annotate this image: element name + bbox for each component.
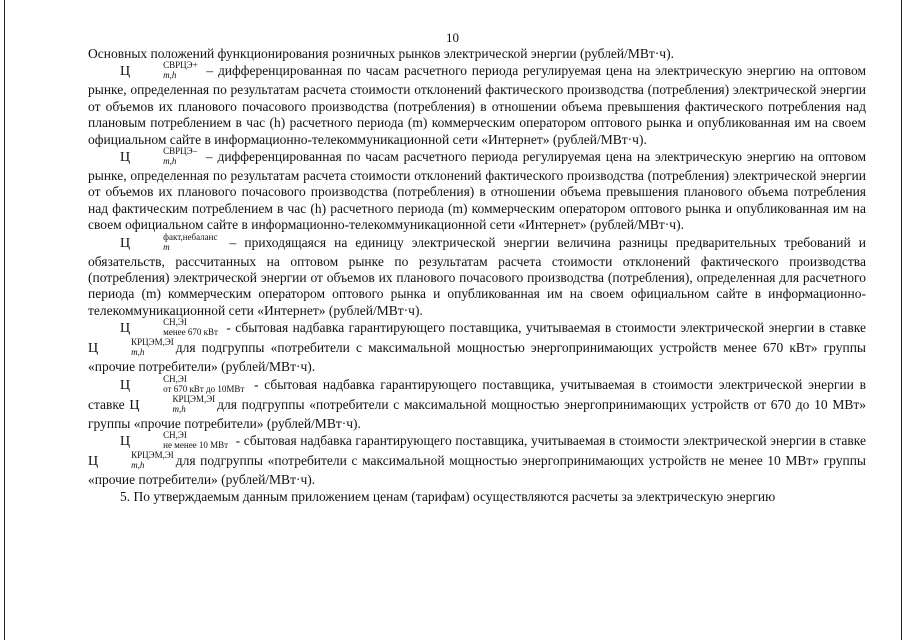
definition-svrce-plus [88, 62, 866, 148]
symbol-superscript: факт,небаланс [163, 231, 218, 242]
definition-fact-nebalans [88, 231, 866, 320]
symbol-base: Ц [120, 64, 131, 80]
definition-text-part1: - сбытовая надбавка гарантирующего поставщика, учитываемая в стоимости электрической энергии в ставке [221, 320, 866, 336]
definition-text-part1: - сбытовая надбавка гарантирующего поставщика, учитываемая в стоимости электрической энергии в ставке [88, 376, 866, 412]
symbol-base: Ц [88, 341, 99, 357]
symbol-subscript: m [163, 241, 170, 252]
definition-text: – приходящаяся на единицу электрической энергии величина разницы предварительных требований и обязательств, рассчитанных на оптовом рынке по результатам расчета стоимости отклонений фактического производства (потребления) электрической энергии от объемов их планового почасового производства (потребления), определенная для расчетного периода (m) коммерческим оператором оптового рынка и опубликованная им на своем официальном сайте в информационно-телекоммуникационной сети «Интернет» (рублей/МВт·ч). [88, 234, 866, 318]
symbol-indices [131, 232, 217, 252]
symbol-superscript: СН,ЭI [163, 430, 187, 441]
paragraph-continuation: Основных положений функционирования розничных рынков электрической энергии (рублей/МВт·ч). [88, 46, 674, 61]
symbol-indices [131, 374, 244, 394]
symbol-subscript: менее 670 кВт [163, 327, 218, 338]
symbol-indices [131, 146, 197, 166]
symbol-superscript: СВРЦЭ– [163, 146, 198, 157]
symbol-superscript: КРЦЭМ,ЭI [172, 393, 216, 404]
symbol-subscript: не менее 10 МВт [163, 440, 229, 451]
symbol-base: Ц [120, 150, 131, 166]
symbol-indices [99, 450, 174, 470]
paragraph-5: 5. По утверждаемым данным приложением ценам (тарифам) осуществляются расчеты за электрическую энергию [120, 488, 776, 504]
symbol-indices [99, 337, 174, 357]
symbol-superscript: КРЦЭМ,ЭI [131, 450, 174, 461]
symbol-base: Ц [120, 377, 131, 393]
definition-markup-under-670 [88, 319, 866, 375]
scan-border-right [901, 0, 902, 640]
symbol-base: Ц [120, 235, 131, 251]
document-body [88, 46, 866, 505]
definition-text-part2: для подгруппы «потребители с максимальной мощностью энергопринимающих устройств от 670 до 10 МВт» группы «прочие потребители» (рублей/МВт·ч). [88, 396, 866, 431]
symbol-indices [141, 394, 216, 414]
inline-symbol [88, 337, 176, 358]
symbol-subscript: m,h [131, 460, 145, 471]
scan-border-left [4, 0, 5, 640]
page-number: 10 [446, 30, 459, 45]
symbol-base: Ц [88, 454, 99, 470]
symbol-superscript: КРЦЭМ,ЭI [131, 337, 174, 348]
definition-text-part1: - сбытовая надбавка гарантирующего поставщика, учитываемая в стоимости электрической энергии в ставке [232, 433, 866, 449]
symbol-subscript: от 670 кВт до 10МВт [163, 383, 245, 394]
symbol-base: Ц [120, 321, 131, 337]
definition-svrce-minus [88, 148, 866, 234]
symbol-subscript: m,h [163, 70, 177, 81]
symbol-indices [131, 60, 198, 80]
inline-symbol [129, 393, 217, 414]
symbol-subscript: m,h [163, 156, 177, 167]
symbol-superscript: СН,ЭI [163, 317, 187, 328]
definition-text-part2: для подгруппы «потребители с максимальной мощностью энергопринимающих устройств не менее 10 МВт» группы «прочие потребители» (рублей/МВт·ч). [88, 453, 866, 488]
symbol-superscript: СН,ЭI [163, 373, 187, 384]
symbol-base: Ц [120, 434, 131, 450]
definition-text-part2: для подгруппы «потребители с максимальной мощностью энергопринимающих устройств менее 670 кВт» группы «прочие потребители» (рублей/МВт·ч). [88, 340, 866, 375]
inline-symbol [88, 450, 176, 471]
definition-markup-670-to-10 [88, 373, 866, 432]
symbol-superscript: СВРЦЭ+ [163, 60, 198, 71]
symbol-base: Ц [129, 397, 140, 413]
definition-markup-over-10 [88, 432, 866, 488]
symbol-indices [131, 317, 218, 337]
symbol-subscript: m,h [172, 403, 186, 414]
definition-text: – дифференцированная по часам расчетного периода регулируемая цена на электрическую энергию на оптовом рынке, определенная по результатам расчета стоимости отклонений фактического производства (потребления) электрической энергии от объемов их планового почасового производства (потребления) в отношении объема превышения фактического потребления над плановым потреблением в час (h) расчетного периода (m) коммерческим оператором оптового рынка и опубликованная им на своем официальном сайте в информационно-телекоммуникационной сети «Интернет» (рублей/МВт·ч). [88, 63, 866, 147]
symbol-subscript: m,h [131, 347, 145, 358]
definition-text: – дифференцированная по часам расчетного периода регулируемая цена на электрическую энергию на оптовом рынке, определенная по результатам расчета стоимости отклонений фактического производства (потребления) электрической энергии от объемов их планового почасового производства (потребления) в отношении объема превышения планового объема потребления над фактическим потреблением в час (h) расчетного периода (m) коммерческим оператором оптового рынка и опубликованная им на своем официальном сайте в информационно-телекоммуникационной сети «Интернет» (рублей/МВт·ч). [88, 149, 866, 233]
symbol-indices [131, 430, 228, 450]
